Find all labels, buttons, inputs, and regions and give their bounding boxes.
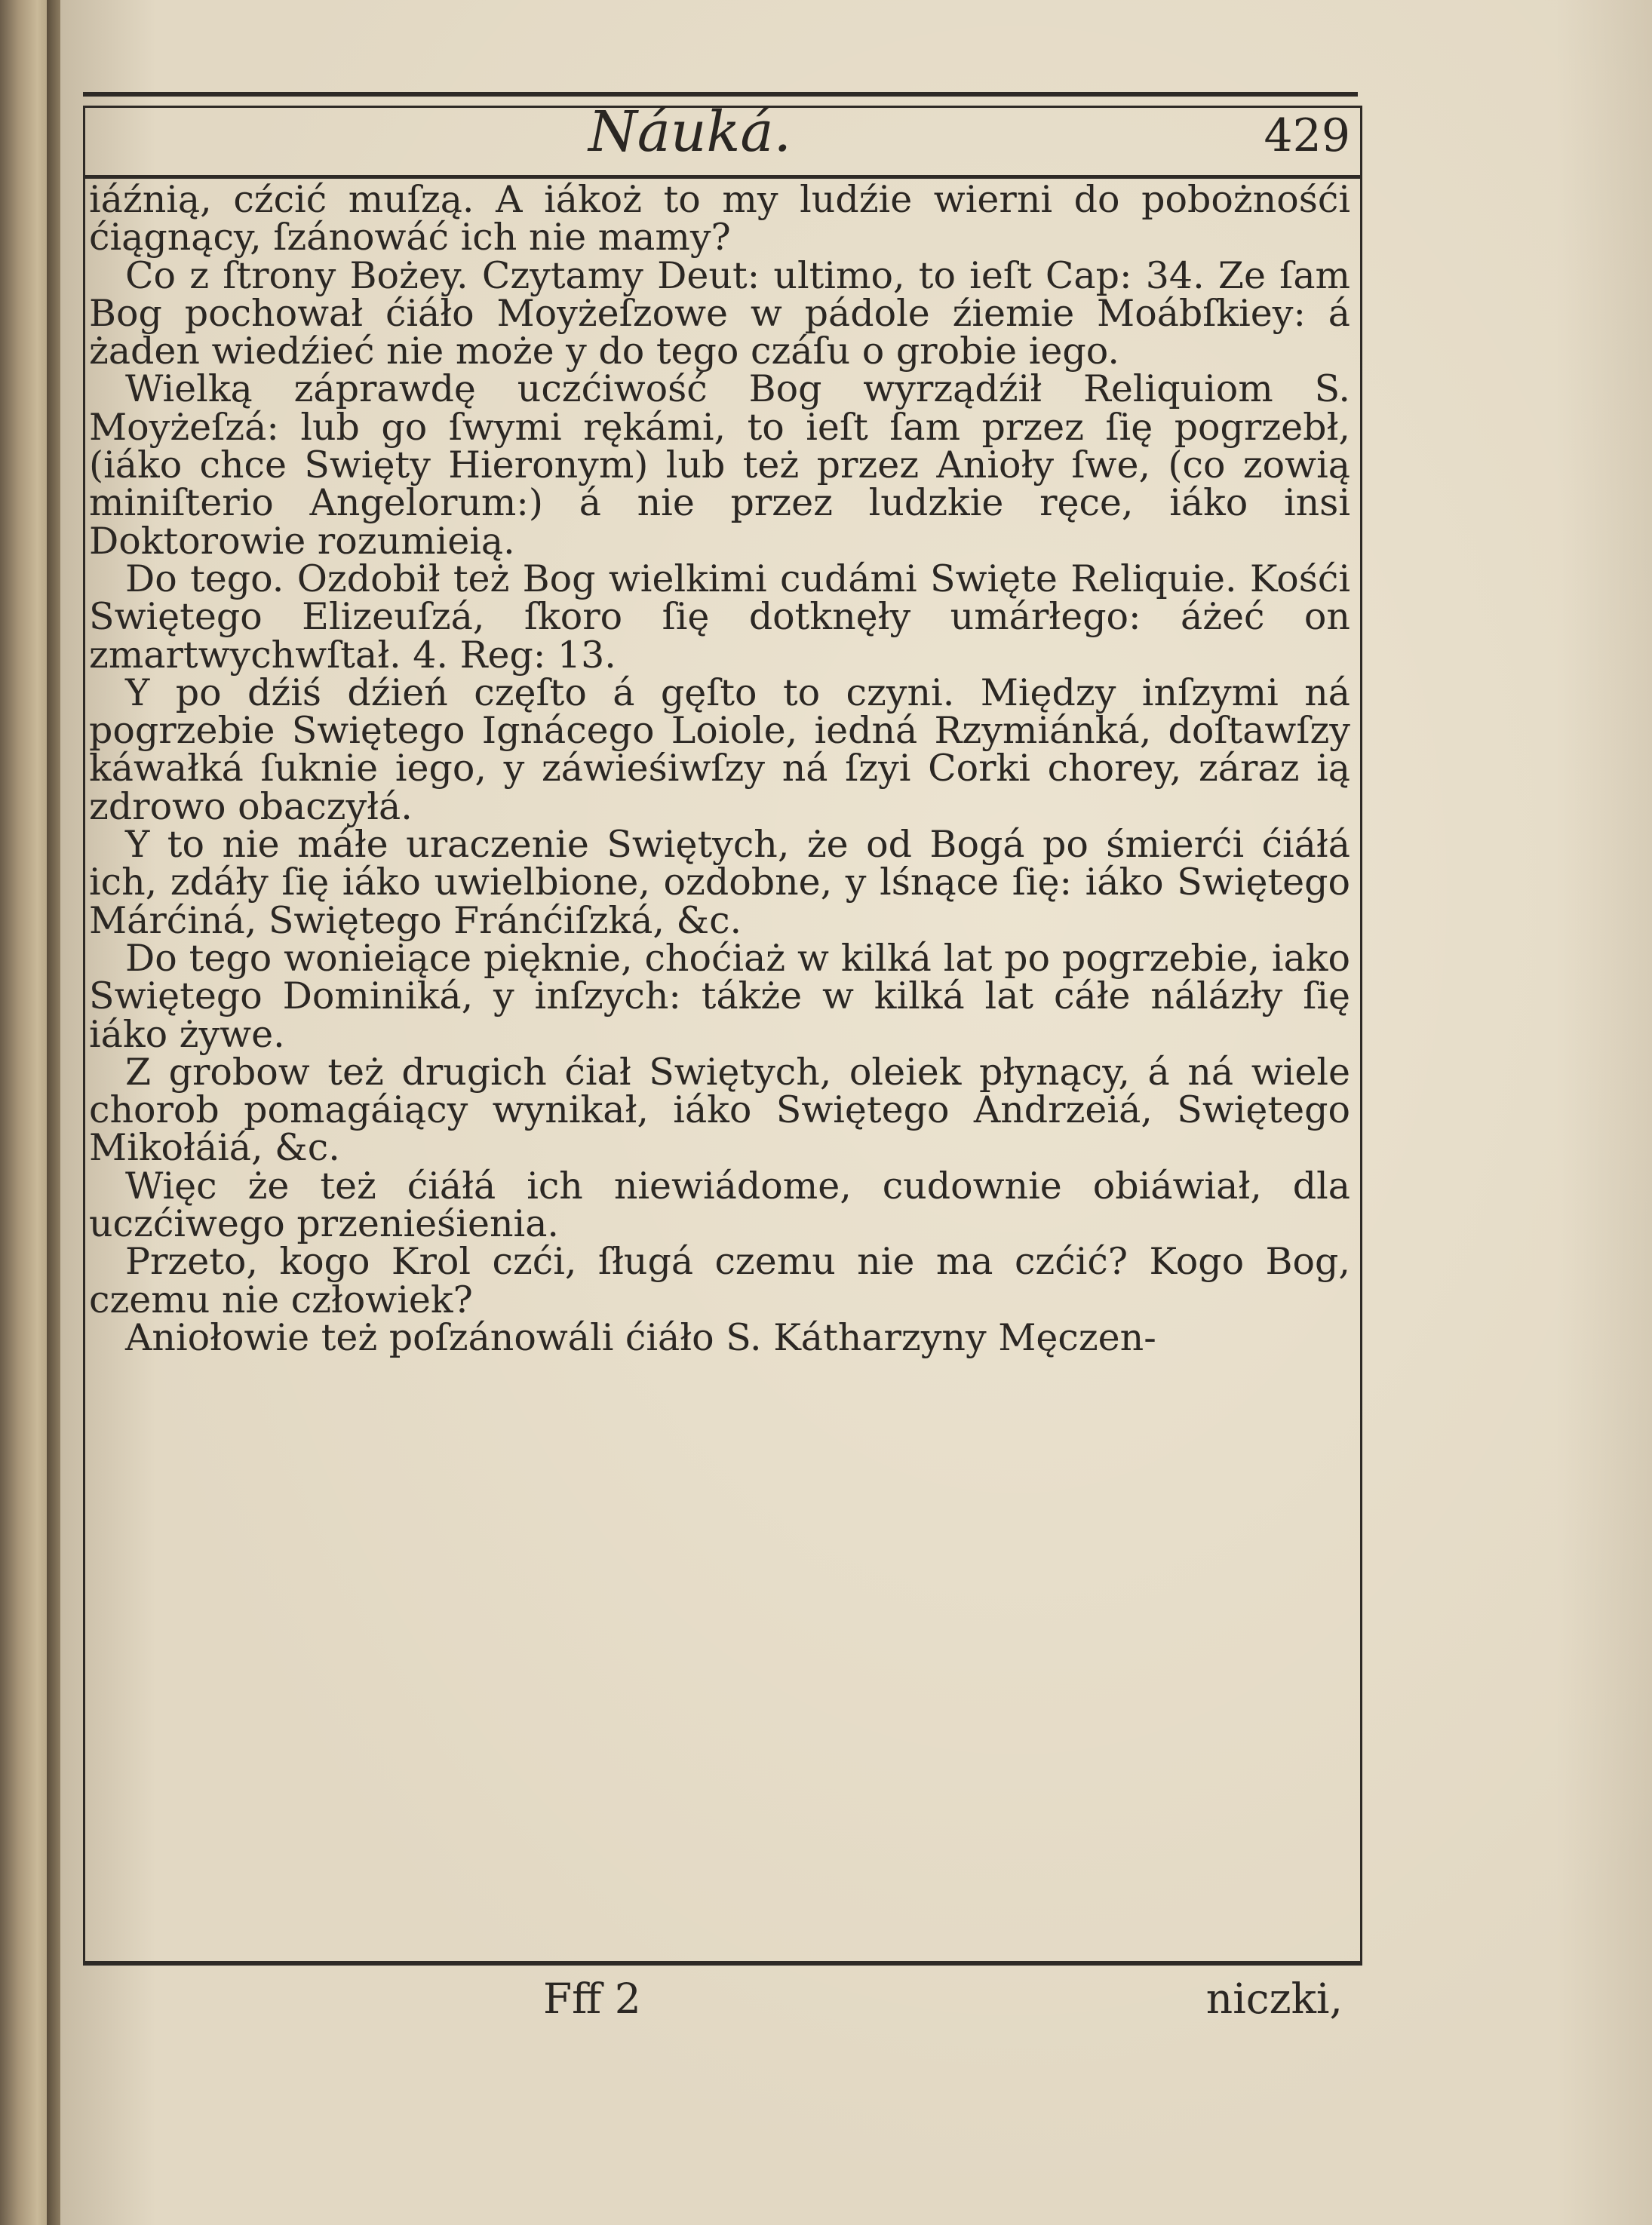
paragraph: Do tego wonieiące pięknie, choćiaż w kilká lat po pogrzebie, iako Swiętego Dominiká, y inſzych: tákże w kilká lat cáłe nálázły ſię iáko żywe. bbox=[89, 936, 1350, 1056]
page-number: 429 bbox=[1264, 109, 1350, 162]
bottom-rule bbox=[83, 1961, 1360, 1964]
paragraph: Więc że też ćiáłá ich niewiádome, cudownie obiáwiał, dla uczćiwego przenieśienia. bbox=[89, 1164, 1350, 1246]
facing-page-edge bbox=[0, 0, 47, 2225]
page-footer bbox=[83, 1969, 1358, 2029]
body-text bbox=[89, 178, 1350, 1950]
signature-mark: Fff 2 bbox=[543, 1975, 641, 2023]
paragraph: iáźnią, cźcić muſzą. A iákoż to my ludźie wierni do pobożnośći ćiągnący, ſzánowáć ich nie mamy? bbox=[89, 178, 1350, 259]
paragraph: Aniołowie też poſzánowáli ćiáło S. Kátharzyny Męczen- bbox=[125, 1315, 1156, 1359]
paragraph: Y po dźiś dźień częſto á gęſto to czyni. Między inſzymi ná pogrzebie Swiętego Ignácego Loiole, iedná Rzymiánká, doſtawſzy káwałká ſuknie iego, y záwieśiwſzy ná ſzyi Corki chorey, záraz ią zdrowo obaczyłá. bbox=[89, 671, 1350, 828]
running-title: Náuká. bbox=[588, 100, 792, 164]
paragraph: Przeto, kogo Krol czći, ſługá czemu nie ma czćić? Kogo Bog, czemu nie człowiek? bbox=[89, 1240, 1350, 1321]
catchword: niczki, bbox=[1205, 1975, 1343, 2023]
paragraph: Z grobow też drugich ćiał Swiętych, oleiek płynący, á ná wiele chorob pomagáiący wynikał, iáko Swiętego Andrzeiá, Swiętego Mikołáiá, &c. bbox=[89, 1050, 1350, 1170]
book-gutter bbox=[47, 0, 60, 2225]
paragraph: Do tego. Ozdobił też Bog wielkimi cudámi Swięte Reliquie. Kośći Swiętego Elizeuſzá, ſkoro ſię dotknęły umárłego: áżeć on zmartwychwſtał. 4. Reg: 13. bbox=[89, 557, 1350, 677]
paragraph: Y to nie máłe uraczenie Swiętych, że od Bogá po śmierći ćiáłá ich, zdáły ſię iáko uwielbione, ozdobne, y lśnące ſię: iáko Swiętego Márćiná, Swiętego Fránćiſzká, &c. bbox=[89, 823, 1350, 942]
paragraph: Wielką záprawdę uczćiwość Bog wyrządźił Reliquiom S. Moyżeſzá: lub go ſwymi rękámi, to ieſt ſam przez ſię pogrzebł, (iáko chce Swięty Hieronym) lub też przez Anioły ſwe, (co zowią miniſterio Angelorum:) á nie przez ludzkie ręce, iáko insi Doktorowie rozumieią. bbox=[89, 367, 1350, 563]
paragraph: Co z ſtrony Bożey. Czytamy Deut: ultimo, to ieſt Cap: 34. Ze ſam Bog pochował ćiáło Moyżeſzowe w pádole źiemie Moábſkiey: á żaden wiedźieć nie może y do tego czáſu o grobie iego. bbox=[89, 253, 1350, 373]
